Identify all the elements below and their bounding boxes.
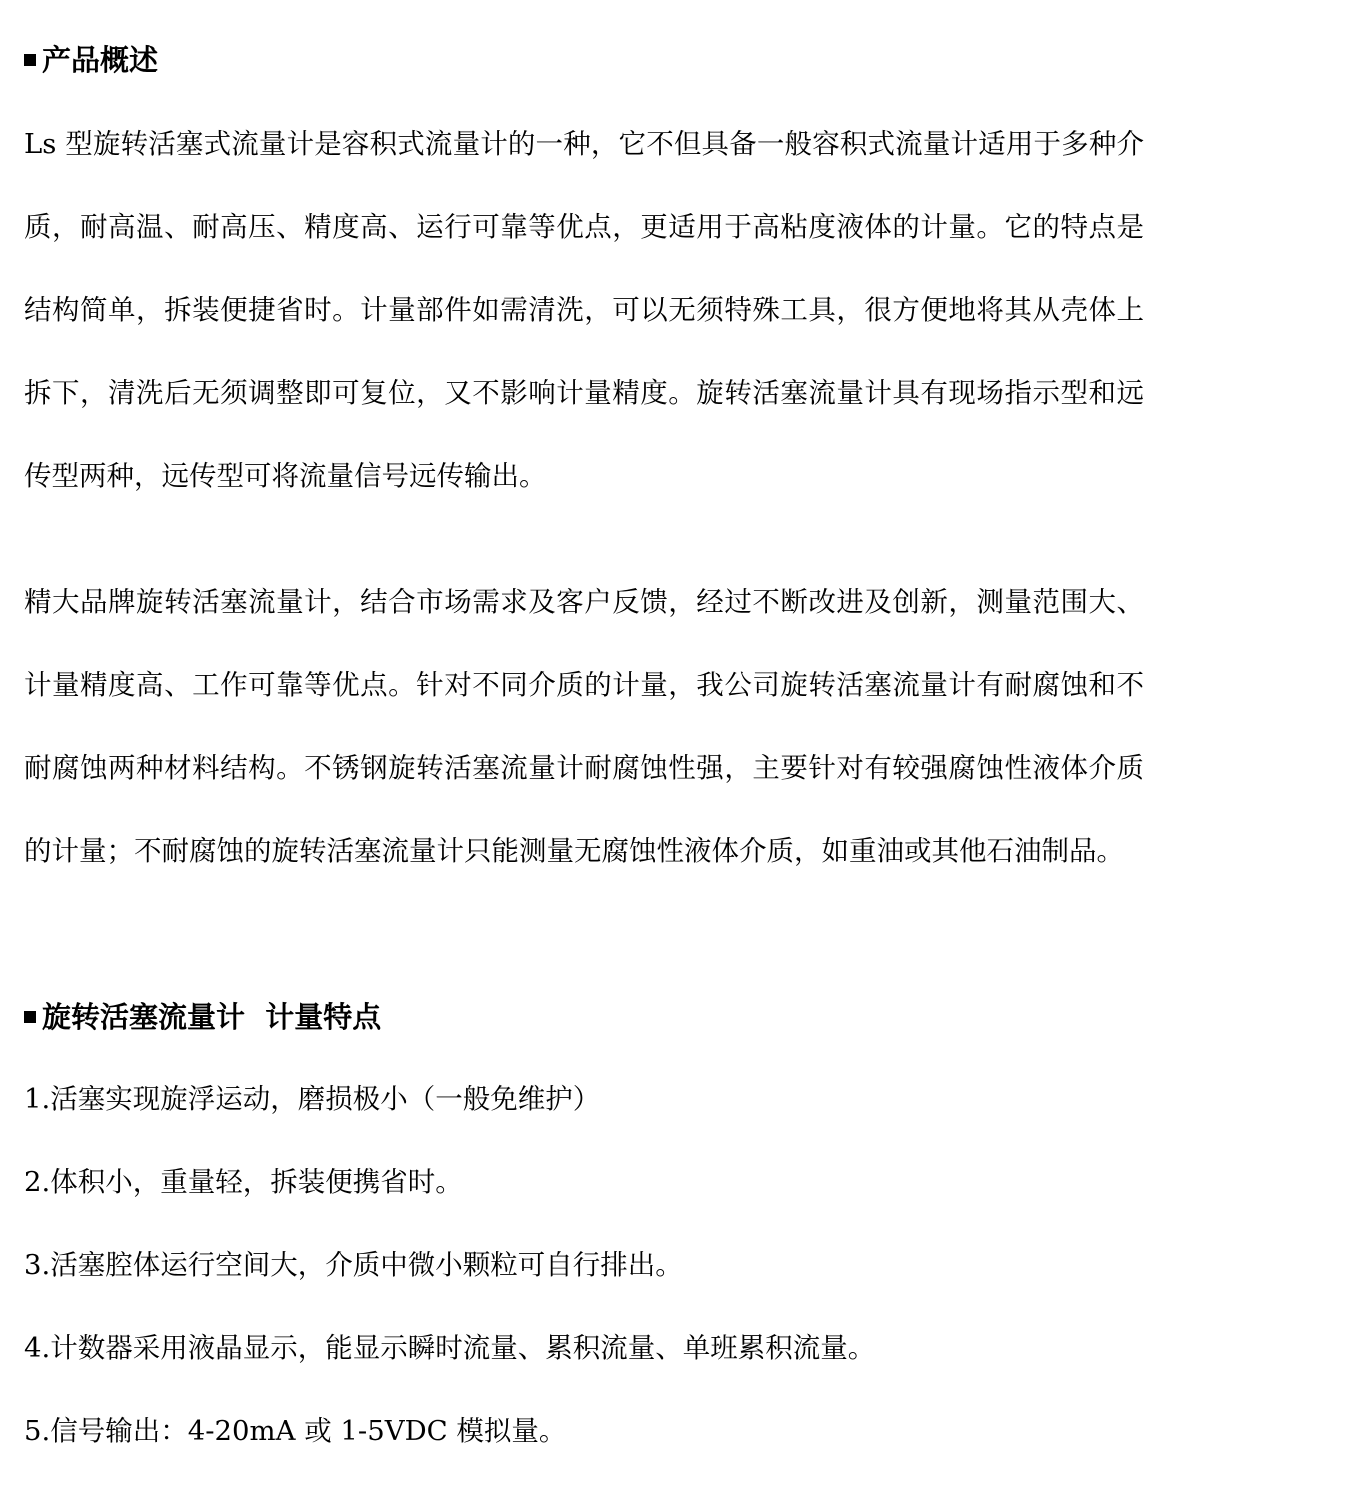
list-item: 4.计数器采用液晶显示，能显示瞬时流量、累积流量、单班累积流量。 [24, 1332, 876, 1364]
square-bullet-icon [24, 1011, 36, 1023]
section-heading-overview [24, 40, 158, 80]
list-item: 5.信号输出：4-20mA 或 1-5VDC 模拟量。 [24, 1415, 567, 1447]
list-item: 3.活塞腔体运行空间大，介质中微小颗粒可自行排出。 [24, 1249, 683, 1281]
square-bullet-icon [24, 54, 36, 66]
list-item: 2.体积小，重量轻，拆装便携省时。 [24, 1166, 463, 1198]
overview-paragraph-1: Ls 型旋转活塞式流量计是容积式流量计的一种，它不但具备一般容积式流量计适用于多种介质，耐高温、耐高压、精度高、运行可靠等优点，更适用于高粘度液体的计量。它的特点是结构简单，拆装便捷省时。计量部件如需清洗，可以无须特殊工具，很方便地将其从壳体上拆下，清洗后无须调整即可复位，又不影响计量精度。旋转活塞流量计具有现场指示型和远传型两种，远传型可将流量信号远传输出。 [24, 128, 1144, 492]
section-heading-text: 旋转活塞流量计 计量特点 [42, 1000, 382, 1034]
feature-list [24, 1058, 875, 1473]
section-heading-text: 产品概述 [42, 43, 159, 77]
list-item: 1.活塞实现旋浮运动，磨损极小（一般免维护） [24, 1083, 601, 1115]
overview-paragraph-2: 精大品牌旋转活塞流量计，结合市场需求及客户反馈，经过不断改进及创新，测量范围大、计量精度高、工作可靠等优点。针对不同介质的计量，我公司旋转活塞流量计有耐腐蚀和不耐腐蚀两种材料结构。不锈钢旋转活塞流量计耐腐蚀性强，主要针对有较强腐蚀性液体介质的计量；不耐腐蚀的旋转活塞流量计只能测量无腐蚀性液体介质，如重油或其他石油制品。 [24, 586, 1144, 867]
section-heading-features [24, 997, 381, 1037]
